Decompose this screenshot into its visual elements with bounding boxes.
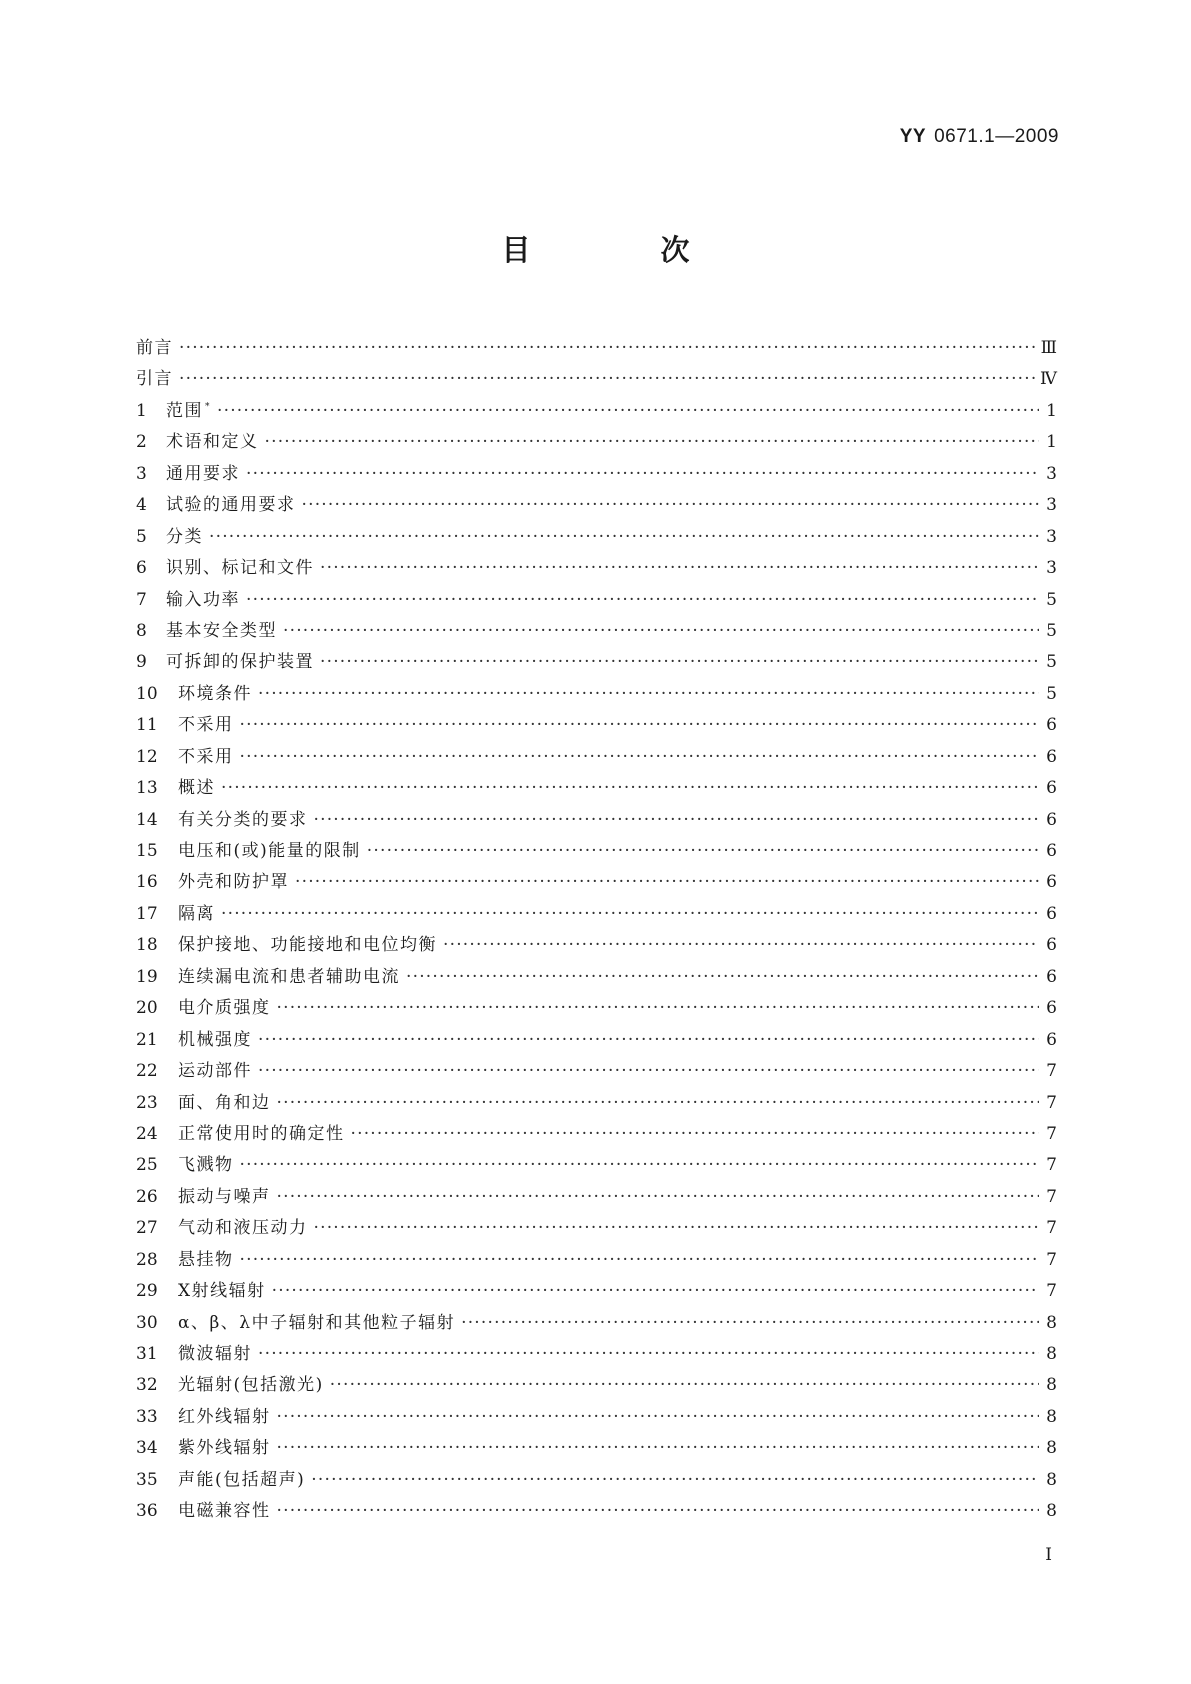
toc-entry-label-text: 正常使用时的确定性 (178, 1123, 345, 1144)
toc-entry-label-text: 紫外线辐射 (178, 1438, 271, 1459)
toc-entry-number: 34 (136, 1438, 158, 1459)
toc-entry-number: 12 (136, 746, 158, 767)
toc-entry-number: 2 (136, 432, 147, 453)
toc-entry[interactable] (136, 1339, 1057, 1370)
toc-entry-page: 3 (1046, 526, 1057, 547)
toc-entry-page: 1 (1046, 432, 1057, 453)
toc-entry-label-text: 飞溅物 (178, 1155, 234, 1176)
toc-entry-page: 6 (1046, 872, 1057, 893)
toc-entry[interactable] (136, 1182, 1057, 1213)
toc-entry-label-text: 振动与噪声 (178, 1186, 271, 1207)
toc-entry-label (178, 1433, 271, 1458)
toc-dot-leader (221, 904, 1039, 924)
toc-dot-leader (283, 621, 1039, 641)
toc-entry-label-text: 通用要求 (166, 463, 240, 484)
toc-entry-page: 7 (1046, 1155, 1057, 1176)
toc-dot-leader (265, 432, 1040, 452)
toc-entry-number: 3 (136, 463, 147, 484)
toc-entry-label (178, 836, 361, 861)
toc-entry-page: 5 (1046, 652, 1057, 673)
toc-entry[interactable] (136, 1276, 1057, 1307)
toc-dot-leader (320, 652, 1039, 672)
toc-entry-number: 19 (136, 966, 158, 987)
toc-entry[interactable] (136, 867, 1057, 898)
toc-dot-leader (246, 464, 1039, 484)
toc-dot-leader (240, 715, 1040, 735)
toc-entry[interactable] (136, 427, 1057, 458)
toc-entry[interactable] (136, 396, 1057, 427)
toc-dot-leader (302, 495, 1040, 515)
toc-entry-number: 21 (136, 1029, 158, 1050)
toc-entry[interactable] (136, 585, 1057, 616)
toc-entry-number: 29 (136, 1281, 158, 1302)
toc-entry-label (166, 490, 296, 515)
toc-entry-label (178, 1496, 271, 1521)
toc-entry-page: 7 (1046, 1123, 1057, 1144)
toc-dot-leader (367, 841, 1039, 861)
toc-entry[interactable] (136, 647, 1057, 678)
toc-entry-number: 22 (136, 1061, 158, 1082)
standard-prefix: YY (899, 126, 927, 147)
toc-entry-label-text: 隔离 (178, 903, 215, 924)
toc-entry-page: Ⅳ (1040, 369, 1057, 390)
toc-entry-label-text: 外壳和防护罩 (178, 872, 289, 893)
toc-entry-label (178, 773, 215, 798)
toc-entry-label (178, 1213, 308, 1238)
toc-entry[interactable] (136, 742, 1057, 773)
toc-entry[interactable] (136, 1088, 1057, 1119)
toc-entry-label-text: X射线辐射 (178, 1281, 266, 1302)
toc-dot-leader (179, 338, 1037, 358)
toc-entry-number: 20 (136, 998, 158, 1019)
toc-entry-label (166, 459, 240, 484)
toc-entry-page: 7 (1046, 1249, 1057, 1270)
toc-entry[interactable] (136, 333, 1057, 364)
toc-entry[interactable] (136, 805, 1057, 836)
toc-entry-page: 3 (1046, 495, 1057, 516)
toc-entry-page: 3 (1046, 558, 1057, 579)
toc-entry-mark: * (205, 402, 211, 413)
toc-entry-number: 1 (136, 400, 147, 421)
toc-entry-label-text: 前言 (136, 338, 173, 358)
toc-entry-number: 17 (136, 903, 158, 924)
toc-entry-label (178, 962, 400, 987)
toc-entry-label (178, 1056, 252, 1081)
toc-dot-leader (277, 998, 1040, 1018)
toc-entry-label (166, 647, 314, 672)
toc-entry-number: 32 (136, 1375, 158, 1396)
toc-entry-page: 6 (1046, 1029, 1057, 1050)
toc-dot-leader (209, 527, 1039, 547)
toc-entry-label (136, 333, 173, 358)
toc-entry-number: 15 (136, 841, 158, 861)
toc-entry-number: 36 (136, 1501, 158, 1522)
toc-entry-number: 6 (136, 558, 147, 579)
toc-entry[interactable] (136, 1213, 1057, 1244)
toc-entry-page: Ⅲ (1040, 338, 1057, 358)
toc-dot-leader (443, 935, 1039, 955)
toc-dot-leader (240, 1155, 1040, 1175)
toc-entry-number: 35 (136, 1469, 158, 1490)
toc-dot-leader (277, 1438, 1040, 1458)
table-of-contents (136, 333, 1057, 1528)
toc-entry[interactable] (136, 930, 1057, 961)
toc-entry-label-text: 保护接地、功能接地和电位均衡 (178, 935, 437, 956)
standard-number: 0671.1—2009 (934, 126, 1059, 147)
toc-dot-leader (277, 1501, 1040, 1521)
toc-entry-label-text: 基本安全类型 (166, 620, 277, 641)
toc-entry-label (166, 553, 314, 578)
toc-dot-leader (277, 1093, 1040, 1113)
toc-dot-leader (461, 1313, 1039, 1333)
toc-entry-label (178, 742, 234, 767)
toc-entry-label-text: 引言 (136, 369, 173, 390)
toc-entry[interactable] (136, 522, 1057, 553)
toc-entry-label (166, 585, 240, 610)
toc-entry[interactable] (136, 1119, 1057, 1150)
toc-entry-number: 23 (136, 1092, 158, 1113)
toc-dot-leader (258, 1344, 1039, 1364)
toc-entry-number: 14 (136, 809, 158, 830)
toc-entry-label-text: 红外线辐射 (178, 1406, 271, 1427)
toc-entry-label (178, 1025, 252, 1050)
toc-entry-label-text: 不采用 (178, 746, 234, 767)
toc-dot-leader (246, 590, 1039, 610)
toc-entry-label-text: 电磁兼容性 (178, 1501, 271, 1522)
toc-entry-page: 1 (1046, 400, 1057, 421)
toc-entry-page: 8 (1046, 1344, 1057, 1364)
toc-entry[interactable] (136, 1025, 1057, 1056)
toc-entry[interactable] (136, 962, 1057, 993)
toc-entry-page: 5 (1046, 589, 1057, 610)
toc-entry-label-text: 连续漏电流和患者辅助电流 (178, 966, 400, 987)
toc-entry-page: 8 (1046, 1438, 1057, 1459)
toc-entry-number: 27 (136, 1218, 158, 1239)
toc-entry-number: 25 (136, 1155, 158, 1176)
toc-dot-leader (320, 558, 1039, 578)
standard-code (900, 126, 1059, 148)
toc-entry-label-text: 电介质强度 (178, 998, 271, 1019)
toc-entry-number: 30 (136, 1312, 158, 1333)
toc-entry-label-text: 环境条件 (178, 683, 252, 704)
toc-entry[interactable] (136, 1496, 1057, 1527)
toc-entry-number: 24 (136, 1123, 158, 1144)
toc-entry-page: 7 (1046, 1092, 1057, 1113)
toc-dot-leader (277, 1407, 1040, 1427)
toc-entry[interactable] (136, 1370, 1057, 1401)
toc-entry-page: 8 (1046, 1469, 1057, 1490)
toc-entry-label (178, 1402, 271, 1427)
toc-entry-label (166, 427, 259, 452)
toc-entry-label-text: 试验的通用要求 (166, 495, 296, 516)
toc-entry-label-text: 气动和液压动力 (178, 1218, 308, 1239)
toc-entry-number: 26 (136, 1186, 158, 1207)
toc-entry[interactable] (136, 553, 1057, 584)
toc-entry-label-text: 概述 (178, 778, 215, 799)
toc-entry-number: 13 (136, 778, 158, 799)
toc-entry-page: 5 (1046, 683, 1057, 704)
toc-entry-number: 8 (136, 620, 147, 641)
toc-entry[interactable] (136, 1150, 1057, 1181)
toc-dot-leader (311, 1470, 1039, 1490)
toc-entry-label (178, 1465, 305, 1490)
toc-entry[interactable] (136, 490, 1057, 521)
toc-entry-label (166, 396, 211, 421)
toc-entry[interactable] (136, 364, 1057, 395)
toc-dot-leader (351, 1124, 1040, 1144)
toc-entry-label (178, 1245, 234, 1270)
toc-entry-page: 8 (1046, 1501, 1057, 1522)
toc-entry-page: 6 (1046, 715, 1057, 736)
toc-entry-label-text: 悬挂物 (178, 1249, 234, 1270)
toc-dot-leader (314, 810, 1040, 830)
toc-entry-label (178, 899, 215, 924)
toc-entry-page: 7 (1046, 1218, 1057, 1239)
toc-entry-label (178, 993, 271, 1018)
toc-entry[interactable] (136, 1433, 1057, 1464)
toc-dot-leader (240, 747, 1040, 767)
toc-entry-label (178, 1119, 345, 1144)
toc-dot-leader (217, 401, 1039, 421)
toc-entry-number: 10 (136, 683, 158, 704)
toc-entry-number: 7 (136, 589, 147, 610)
toc-entry[interactable] (136, 616, 1057, 647)
toc-entry[interactable] (136, 993, 1057, 1024)
toc-entry[interactable] (136, 1402, 1057, 1433)
toc-entry-page: 3 (1046, 463, 1057, 484)
toc-dot-leader (406, 967, 1039, 987)
toc-entry-label (178, 1276, 266, 1301)
toc-entry-label (178, 1370, 324, 1395)
toc-entry-page: 6 (1046, 746, 1057, 767)
toc-entry-label-text: 机械强度 (178, 1029, 252, 1050)
toc-entry-label-text: 不采用 (178, 715, 234, 736)
toc-entry-label (178, 1339, 252, 1364)
toc-entry-page: 6 (1046, 809, 1057, 830)
toc-entry-label (136, 364, 173, 389)
toc-entry-page: 7 (1046, 1281, 1057, 1302)
toc-dot-leader (179, 369, 1036, 389)
toc-dot-leader (295, 872, 1039, 892)
toc-dot-leader (314, 1218, 1040, 1238)
toc-entry-label (178, 679, 252, 704)
toc-entry-number: 18 (136, 935, 158, 956)
toc-dot-leader (258, 684, 1039, 704)
toc-entry-label (178, 867, 289, 892)
toc-entry-label-text: 术语和定义 (166, 432, 259, 453)
toc-dot-leader (258, 1061, 1039, 1081)
toc-dot-leader (221, 778, 1039, 798)
toc-entry[interactable] (136, 1056, 1057, 1087)
toc-entry-page: 6 (1046, 841, 1057, 861)
toc-entry-label-text: 范围 (166, 400, 203, 421)
toc-entry-label (178, 805, 308, 830)
toc-entry-label (178, 1088, 271, 1113)
toc-entry-number: 9 (136, 652, 147, 673)
toc-entry-label-text: 面、角和边 (178, 1092, 271, 1113)
toc-entry-label-text: 可拆卸的保护装置 (166, 652, 314, 673)
toc-entry-page: 8 (1046, 1375, 1057, 1396)
toc-entry-page: 8 (1046, 1312, 1057, 1333)
toc-entry-label-text: 微波辐射 (178, 1344, 252, 1364)
toc-entry-page: 7 (1046, 1061, 1057, 1082)
toc-entry-page: 5 (1046, 620, 1057, 641)
toc-entry-label (166, 522, 203, 547)
toc-entry-label (178, 1150, 234, 1175)
toc-entry-label (178, 930, 437, 955)
toc-entry[interactable] (136, 679, 1057, 710)
toc-entry-label-text: 光辐射(包括激光) (178, 1375, 324, 1396)
toc-dot-leader (277, 1187, 1040, 1207)
toc-entry-label (178, 1308, 455, 1333)
toc-entry-label (178, 710, 234, 735)
toc-entry[interactable] (136, 899, 1057, 930)
toc-entry[interactable] (136, 459, 1057, 490)
page-number: I (1045, 1545, 1052, 1565)
toc-entry-label-text: 运动部件 (178, 1061, 252, 1082)
toc-entry-number: 33 (136, 1406, 158, 1427)
toc-entry-page: 6 (1046, 935, 1057, 956)
page-title: 目 次 (501, 233, 750, 267)
toc-entry[interactable] (136, 1308, 1057, 1339)
toc-dot-leader (272, 1281, 1039, 1301)
toc-entry-number: 31 (136, 1344, 158, 1364)
toc-entry[interactable] (136, 836, 1057, 867)
toc-entry-number: 4 (136, 495, 147, 516)
toc-entry-page: 6 (1046, 966, 1057, 987)
toc-entry-label-text: 分类 (166, 526, 203, 547)
toc-entry-page: 6 (1046, 903, 1057, 924)
toc-entry-page: 7 (1046, 1186, 1057, 1207)
toc-entry-number: 11 (136, 715, 158, 736)
toc-entry[interactable] (136, 1465, 1057, 1496)
toc-entry-number: 5 (136, 526, 147, 547)
toc-entry-label (166, 616, 277, 641)
toc-entry-label-text: 输入功率 (166, 589, 240, 610)
toc-entry[interactable] (136, 773, 1057, 804)
toc-entry-page: 6 (1046, 998, 1057, 1019)
toc-dot-leader (330, 1375, 1039, 1395)
toc-entry[interactable] (136, 710, 1057, 741)
toc-entry-label-text: α、β、λ中子辐射和其他粒子辐射 (178, 1312, 456, 1333)
toc-entry-label-text: 有关分类的要求 (178, 809, 308, 830)
toc-entry-number: 16 (136, 872, 158, 893)
toc-entry-label (178, 1182, 271, 1207)
toc-entry-page: 8 (1046, 1406, 1057, 1427)
toc-entry[interactable] (136, 1245, 1057, 1276)
toc-dot-leader (258, 1030, 1039, 1050)
toc-dot-leader (240, 1250, 1040, 1270)
toc-entry-number: 28 (136, 1249, 158, 1270)
toc-entry-label-text: 电压和(或)能量的限制 (178, 841, 361, 861)
toc-entry-page: 6 (1046, 778, 1057, 799)
toc-entry-label-text: 识别、标记和文件 (166, 558, 314, 579)
toc-entry-label-text: 声能(包括超声) (178, 1469, 306, 1490)
